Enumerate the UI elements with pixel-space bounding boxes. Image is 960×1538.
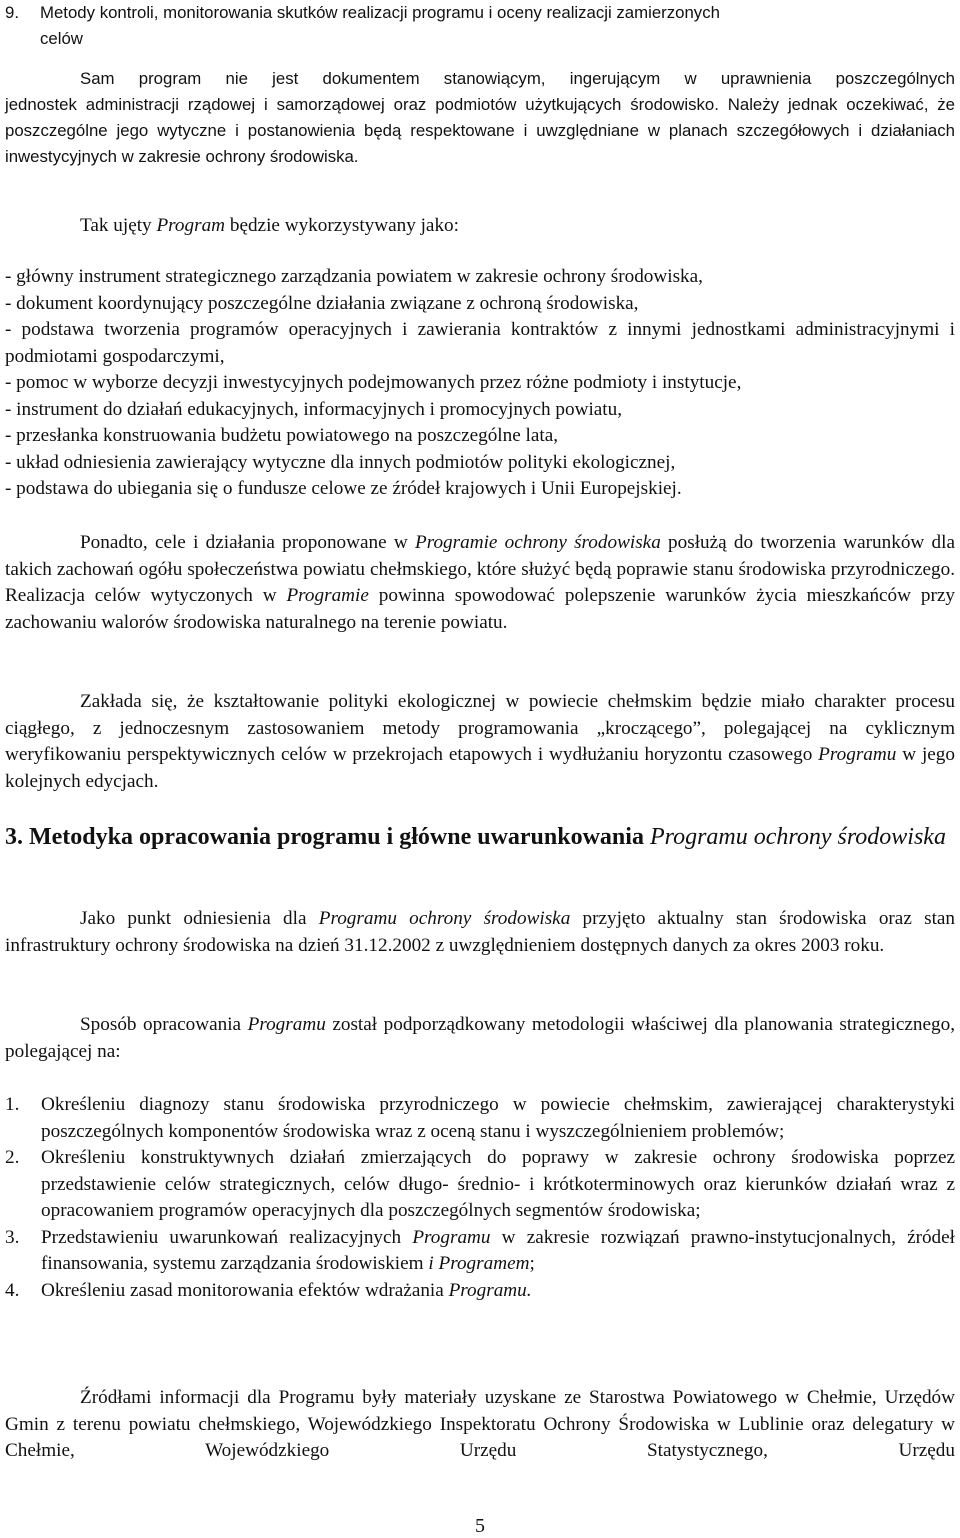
usage-list-item: - przesłanka konstruowania budżetu powiatowego na poszczególne lata,: [5, 425, 559, 446]
methodology-step: 4. Określeniu zasad monitorowania efektów wdrażania Programu.: [5, 1278, 955, 1305]
section-9-heading: [5, 0, 955, 52]
section-9-title-line2: celów: [40, 29, 83, 48]
usage-list-item: - dokument koordynujący poszczególne działania związane z ochroną środowiska,: [5, 292, 639, 314]
program-term: Program: [156, 215, 226, 236]
page-number: 5: [475, 1515, 485, 1537]
usage-list-item: - układ odniesienia zawierający wytyczne dla innych podmiotów polityki ekologicznej,: [5, 451, 676, 473]
paragraph-ponadto: Ponadto, cele i działania proponowane w Programie ochrony środowiska posłużą do tworzenia warunków dla takich zachowań ogółu społeczeństwa powiatu chełmskiego, które służyć będą poprawie stanu środowiska przyrodniczego. Realizacja celów wytyczonych w Programie powinna spowodować polepszenie warunków życia mieszkańców przy zachowaniu walorów środowiska naturalnego na terenie powiatu.: [5, 532, 955, 633]
paragraph-zrodla: Źródłami informacji dla Programu były materiały uzyskane ze Starostwa Powiatowego w Chełmie, Urzędów Gmin z terenu powiatu chełmskiego, Wojewódzkiego Inspektoratu Ochrony Środowiska w Lublinie oraz delegatury w Chełmie, Wojewódzkiego Urzędu Statystycznego, Urzędu: [5, 1387, 955, 1461]
step-number: 3.: [5, 1226, 20, 1248]
usage-list-item: - podstawa do ubiegania się o fundusze celowe ze źródeł krajowych i Unii Europejskiej.: [5, 478, 682, 499]
usage-list-item: - główny instrument strategicznego zarządzania powiatem w zakresie ochrony środowiska,: [5, 266, 703, 287]
step-number: 1.: [5, 1094, 20, 1115]
paragraph-zaklada: Zakłada się, że kształtowanie polityki ekologicznej w powiecie chełmskim będzie miało charakter procesu ciągłego, z jednoczesnym zastosowaniem metody programowania „kroczącego”, polegającej na cyklicznym weryfikowaniu perspektywicznych celów w przekrojach etapowych i wydłużaniu horyzontu czasowego Programu w jego kolejnych edycjach.: [5, 691, 955, 792]
program-usage-list: [5, 264, 955, 503]
usage-list-item: - instrument do działań edukacyjnych, informacyjnych i promocyjnych powiatu,: [5, 398, 623, 420]
program-usage-intro: Tak ujęty Program będzie wykorzystywany jako:: [80, 215, 459, 236]
usage-list-item: - pomoc w wyborze decyzji inwestycyjnych podejmowanych przez różne podmioty i instytucje,: [5, 372, 742, 393]
methodology-step: 1. Określeniu diagnozy stanu środowiska przyrodniczego w powiecie chełmskim, zawierającej charakterystyki poszczególnych komponentów środowiska wraz z oceną stanu i wyszczególnieniem problemów;: [5, 1094, 955, 1142]
section-9-title-line1: Metody kontroli, monitorowania skutków realizacji programu i oceny realizacji zamierzonych: [40, 3, 720, 22]
paragraph-sposob: Sposób opracowania Programu został podporządkowany metodologii właściwej dla planowania strategicznego, polegającej na:: [5, 1014, 955, 1062]
paragraph-jako: Jako punkt odniesienia dla Programu ochrony środowiska przyjęto aktualny stan środowiska oraz stan infrastruktury ochrony środowiska na dzień 31.12.2002 z uwzględnieniem dostępnych danych za okres 2003 roku.: [5, 908, 956, 956]
section-9-paragraph-rest: jednostek administracji rządowej i samorządowej oraz podmiotów użytkujących środowisko. Należy jednak oczekiwać, że poszczególne jego wytyczne i postanowienia będą respektowane i uwzględniane w planach szczegółowych i działaniach inwestycyjnych w zakresie ochrony środowiska.: [5, 95, 955, 166]
methodology-list: [5, 1092, 955, 1304]
methodology-step: 2. Określeniu konstruktywnych działań zmierzających do poprawy w zakresie ochrony środowiska poprzez przedstawienie celów strategicznych, celów długo- średnio- i krótkoterminowych oraz kierunków działań wraz z opracowaniem programów operacyjnych dla poszczególnych segmentów środowiska;: [5, 1147, 955, 1221]
step-number: 2.: [5, 1147, 20, 1168]
step-number: 4.: [5, 1279, 20, 1301]
usage-list-item: - podstawa tworzenia programów operacyjnych i zawierania kontraktów z innymi jednostkami administracyjnymi i podmiotami gospodarczymi,: [5, 319, 955, 367]
section-9-number: 9.: [5, 3, 19, 22]
section-3-heading: 3. Metodyka opracowania programu i główne uwarunkowania Programu ochrony środowiska: [5, 824, 946, 850]
section-9-paragraph: [5, 66, 955, 170]
methodology-step: 3. Przedstawieniu uwarunkowań realizacyjnych Programu w zakresie rozwiązań prawno-instytucjonalnych, źródeł finansowania, systemu zarządzania środowiskiem i Programem;: [5, 1226, 956, 1274]
section-9-paragraph-first-line: Sam program nie jest dokumentem stanowiącym, ingerującym w uprawnienia poszczególnych: [80, 69, 955, 88]
